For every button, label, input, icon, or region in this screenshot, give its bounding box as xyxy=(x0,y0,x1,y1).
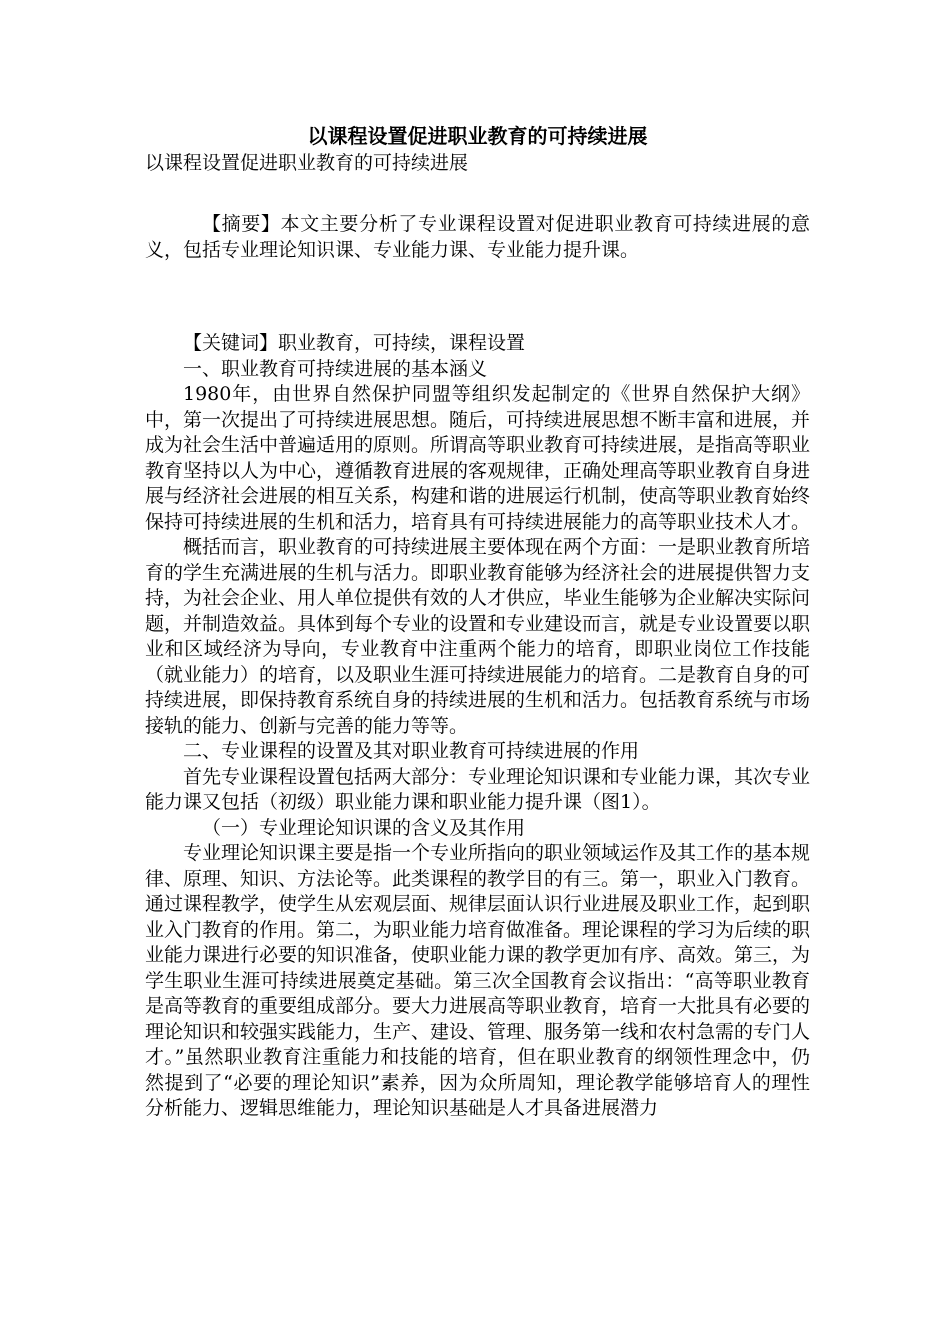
section1-paragraph-2: 概括而言，职业教育的可持续进展主要体现在两个方面：一是职业教育所培育的学生充满进展的生机与活力。即职业教育能够为经济社会的进展提供智力支持，为社会企业、用人单位提供有效的人才供应，毕业生能够为企业解决实际问题，并制造效益。具体到每个专业的设置和专业建设而言，就是专业设置要以职业和区域经济为导向，专业教育中注重两个能力的培育，即职业岗位工作技能（就业能力）的培育，以及职业生涯可持续进展能力的培育。二是教育自身的可持续进展，即保持教育系统自身的持续进展的生机和活力。包括教育系统与市场接轨的能力、创新与完善的能力等等。 xyxy=(145,536,811,737)
section1-paragraph-1: 1980年，由世界自然保护同盟等组织发起制定的《世界自然保护大纲》中，第一次提出了可持续进展思想。随后，可持续进展思想不断丰富和进展，并成为社会生活中普遍适用的原则。所谓高等职业教育可持续进展，是指高等职业教育坚持以人为中心，遵循教育进展的客观规律，正确处理高等职业教育自身进展与经济社会进展的相互关系，构建和谐的进展运行机制，使高等职业教育始终保持可持续进展的生机和活力，培育具有可持续进展能力的高等职业技术人才。 xyxy=(145,383,811,533)
section2-heading: 二、专业课程的设置及其对职业教育可持续进展的作用 xyxy=(183,740,640,762)
section2-paragraph-1: 首先专业课程设置包括两大部分：专业理论知识课和专业能力课，其次专业能力课又包括（初级）职业能力课和职业能力提升课（图1）。 xyxy=(145,765,811,813)
keywords-line: 【关键词】职业教育，可持续，课程设置 xyxy=(183,332,526,354)
abstract-paragraph: 【摘要】本文主要分析了专业课程设置对促进职业教育可持续进展的意义，包括专业理论知识课、专业能力课、专业能力提升课。 xyxy=(145,213,810,261)
document-subtitle: 以课程设置促进职业教育的可持续进展 xyxy=(145,152,469,174)
document-title: 以课程设置促进职业教育的可持续进展 xyxy=(307,124,648,148)
section2-sub1-paragraph-1: 专业理论知识课主要是指一个专业所指向的职业领域运作及其工作的基本规律、原理、知识、方法论等。此类课程的教学目的有三。第一，职业入门教育。通过课程教学，使学生从宏观层面、规律层面认识行业进展及职业工作，起到职业入门教育的作用。第二，为职业能力培育做准备。理论课程的学习为后续的职业能力课进行必要的知识准备，使职业能力课的教学更加有序、高效。第三，为学生职业生涯可持续进展奠定基础。第三次全国教育会议指出：“高等职业教育是高等教育的重要组成部分。要大力进展高等职业教育，培育一大批具有必要的理论知识和较强实践能力，生产、建设、管理、服务第一线和农村急需的专门人才。”虽然职业教育注重能力和技能的培育，但在职业教育的纲领性理念中，仍然提到了“必要的理论知识”素养，因为众所周知，理论教学能够培育人的理性分析能力、逻辑思维能力，理论知识基础是人才具备进展潜力 xyxy=(145,842,811,1119)
section2-subheading-1: （一）专业理论知识课的含义及其作用 xyxy=(202,816,526,839)
document-page xyxy=(145,122,810,1122)
section1-heading: 一、职业教育可持续进展的基本涵义 xyxy=(183,357,488,380)
